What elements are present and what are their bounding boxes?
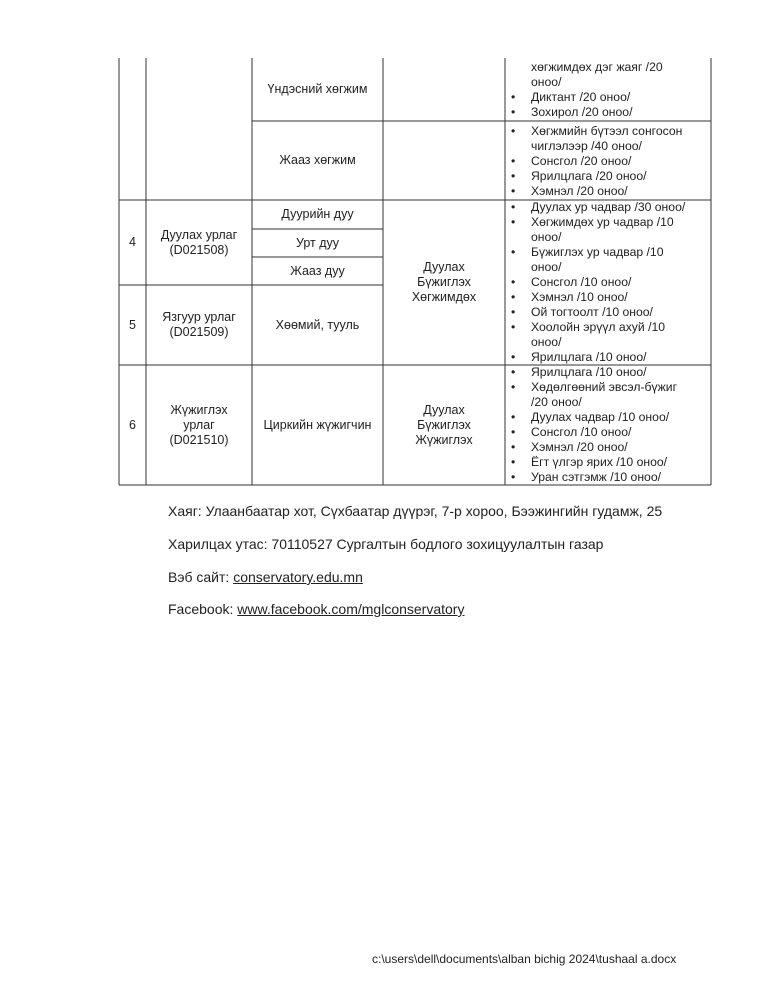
criteria-item: • Сонсгол /10 оноо/: [505, 425, 710, 440]
subject-long-song: Урт дуу: [295, 235, 340, 250]
criteria-row-6-list: [505, 365, 710, 485]
exam-type-sing-dance-act: [383, 365, 505, 485]
row-number-4: 4: [129, 235, 136, 249]
criteria-item: • Хэмнэл /10 оноо/: [505, 290, 710, 305]
criteria-item: оноо/: [531, 230, 562, 244]
criteria-item: • Ярилцлага /10 оноо/: [505, 365, 710, 380]
criteria-item: • Дуулах чадвар /10 оноо/: [505, 410, 710, 425]
program-code: (D021508): [169, 242, 229, 257]
criteria-item: • Дуулах ур чадвар /30 оноо/: [505, 200, 710, 215]
criteria-item: оноо/: [531, 75, 562, 89]
criteria-item: /20 оноо/: [531, 395, 582, 409]
criteria-item: • Сонсгол /10 оноо/: [505, 275, 710, 290]
subject-national-music: Үндэсний хөгжим: [267, 82, 368, 96]
program-folk-arts: [146, 285, 252, 365]
criteria-rows-4-5-list: [505, 200, 710, 365]
exam-type-sing-dance-play: [383, 200, 505, 365]
website-link[interactable]: conservatory.edu.mn: [233, 569, 363, 585]
subject-khoomei-epic: Хөөмий, тууль: [275, 317, 360, 332]
subject-opera-song: Дуурийн дуу: [281, 207, 354, 221]
exam-type-line: Жүжиглэх: [415, 432, 473, 447]
facebook-line: [168, 601, 464, 618]
program-code: (D021510): [169, 432, 229, 447]
website-line: [168, 569, 363, 586]
subject-circus-performer: Циркийн жүжигчин: [263, 417, 372, 432]
criteria-item: • Хөгжмийн бүтээл сонгосон: [505, 124, 710, 139]
address-line: Хаяг: Улаанбаатар хот, Сүхбаатар дүүрэг, 7-р хороо, Бээжингийн гудамж, 25: [168, 503, 663, 519]
criteria-item: • Диктант /20 оноо/: [505, 90, 710, 105]
criteria-top-list: [505, 60, 710, 120]
criteria-item: • Ярилцлага /20 оноо/: [505, 169, 710, 184]
facebook-link[interactable]: www.facebook.com/mglconservatory: [237, 601, 465, 617]
exam-type-line: Бүжиглэх: [417, 417, 471, 432]
criteria-item: • Ёгт үлгэр ярих /10 оноо/: [505, 455, 710, 470]
program-vocal-arts: [146, 200, 252, 285]
exam-type-line: Хөгжимдөх: [411, 290, 477, 304]
phone-line: Харилцах утас: 70110527 Сургалтын бодлого зохицуулалтын газар: [168, 536, 604, 552]
program-name: Жүжиглэх: [170, 402, 228, 417]
program-name: Язгуур урлаг: [162, 310, 236, 324]
program-code: (D021509): [169, 325, 229, 339]
file-path: c:\users\dell\documents\alban bichig 2024\tushaal a.docx: [372, 952, 677, 966]
criteria-item: • Уран сэтгэмж /10 оноо/: [505, 470, 710, 485]
program-name: Дуулах урлаг: [160, 227, 238, 242]
exam-type-line: Дуулах: [423, 402, 465, 417]
criteria-item: чиглэлээр /40 оноо/: [531, 139, 642, 153]
exam-type-line: Дуулах: [423, 260, 465, 274]
criteria-item: • Сонсгол /20 оноо/: [505, 154, 710, 169]
criteria-item: оноо/: [531, 260, 562, 274]
criteria-item: • Хэмнэл /20 оноо/: [505, 440, 710, 455]
criteria-item: • Хэмнэл /20 оноо/: [505, 184, 710, 199]
facebook-label: Facebook:: [168, 601, 238, 617]
criteria-item: • Хөгжимдөх ур чадвар /10: [505, 215, 710, 230]
criteria-item: хөгжимдөх дэг жаяг /20: [531, 60, 663, 74]
row-number-6: 6: [129, 417, 136, 432]
row-number-5: 5: [129, 317, 136, 332]
exam-type-line: Бүжиглэх: [417, 275, 471, 289]
subject-jazz-song: Жааз дуу: [290, 263, 345, 278]
criteria-item: • Ярилцлага /10 оноо/: [505, 350, 710, 365]
program-name: урлаг: [183, 417, 215, 432]
criteria-jazz-list: [505, 124, 710, 199]
criteria-item: • Зохирол /20 оноо/: [505, 105, 710, 120]
criteria-item: оноо/: [531, 335, 562, 349]
criteria-item: • Хөдөлгөөний эвсэл-бүжиг: [505, 380, 710, 395]
criteria-item: • Хоолойн эрүүл ахуй /10: [505, 320, 710, 335]
website-label: Вэб сайт:: [168, 569, 234, 585]
criteria-item: • Бүжиглэх ур чадвар /10: [505, 245, 710, 260]
criteria-item: • Ой тогтоолт /10 оноо/: [505, 305, 710, 320]
subject-jazz-music: Жааз хөгжим: [279, 153, 356, 167]
program-acting-arts: [146, 365, 252, 485]
